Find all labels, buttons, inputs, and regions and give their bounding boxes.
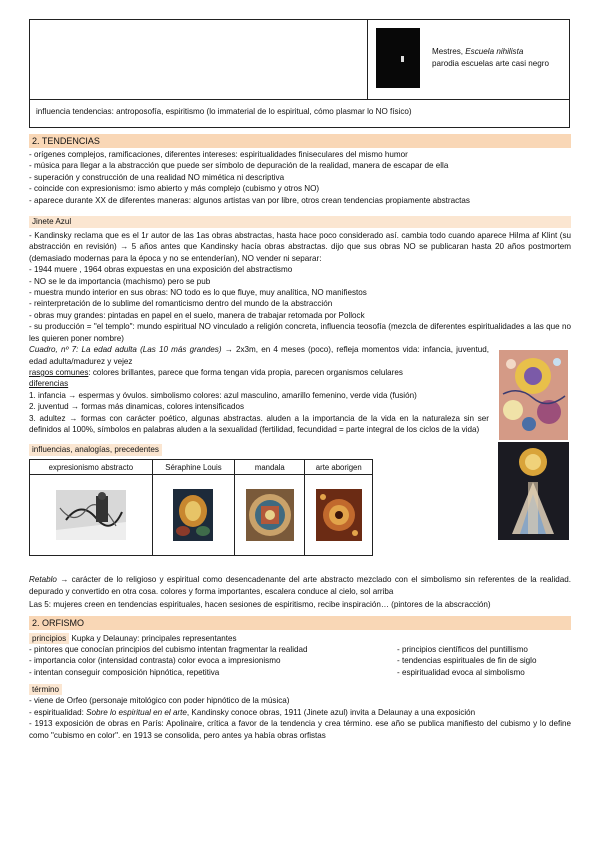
jinete-intro: - Kandinsky reclama que es el 1r autor de las 1as obras abstractas, hasta hace poco considerado así. cambia todo cuando aparece Hilma af Klint (su abstracción en revisión) → 5 años antes que Kandinsky hacía obras abstractas. dijo que sus obras NO se publicaran hasta 20 años postmortem (demasiado modernas para la época y no se entenderían), NO vender ni separar:	[29, 231, 571, 263]
pollock-photo	[56, 490, 126, 540]
header-table	[29, 19, 570, 128]
list-item: - aparece durante XX de diferentes maneras: algunos artistas van por libre, otros crean tendencias propiamente abstractas	[29, 195, 470, 205]
table-header-cell: mandala	[235, 460, 305, 475]
rasgos-label: rasgos comunes	[29, 367, 89, 377]
list-item: - NO se le da importancia (machismo) pero se pub	[29, 276, 211, 286]
cuadro-paragraph	[29, 344, 489, 367]
list-item: - intentan conseguir composición hipnótica, repetitiva	[29, 667, 220, 677]
list-item: - espiritualidad evoca al simbolismo	[397, 667, 525, 677]
las5-text: Las 5: mujeres creen en tendencias espirituales, hacen sesiones de espiritismo, recibe inspiración… (pintores de la abscracción)	[29, 600, 491, 610]
hilma-af-klint-painting	[499, 350, 568, 440]
aborigen-image-cell	[305, 475, 373, 556]
list-item: - coincide con expresionismo: ismo abierto y más complejo (cubismo y otros NO)	[29, 184, 320, 194]
diferencia-1: 1. infancia → espermas y óvulos. simbolismo colores: azul masculino, amarillo femenino, verde vida (fusión)	[29, 390, 417, 400]
mandala-image-cell	[235, 475, 305, 556]
retablo-title: Retablo	[29, 575, 57, 585]
table-header-cell: arte aborigen	[305, 460, 373, 475]
cuadro-text: → 2x3m, en 4 meses (poco), refleja momentos vida: infancia, juventud, edad adulta/madurez y vejez	[29, 345, 489, 366]
orfismo-columns	[29, 644, 571, 680]
work-title: Escuela nihilista	[465, 47, 524, 56]
diferencias-label: diferencias	[29, 379, 69, 389]
list-item: - superación y construcción de una realidad NO mimética ni descriptiva	[29, 172, 285, 182]
subheading-influencias: influencias, analogías, precedentes	[29, 444, 162, 456]
termino-2-book: Sobre lo espiritual en el arte	[86, 707, 187, 717]
influencias-table	[29, 459, 373, 556]
diferencia-3: 3. adultez → formas con carácter poético, algunas abstractas. aluden a la importancia de la vida en la naturaleza sin ser definidos al 100%, símbolos en palabras aluden a la sexualidad (fertilidad, fecundidad = parte integral de los ciclos de la vida)	[29, 413, 489, 434]
influence-row: influencia tendencias: antroposofía, espiritismo (lo immaterial de lo espiritual, cómo plasmar lo NO físico)	[30, 99, 569, 128]
work-subtitle: parodia escuelas arte casi negro	[432, 59, 549, 68]
retablo-painting	[498, 442, 569, 540]
artwork-caption	[432, 46, 549, 70]
author-name: Mestres,	[432, 47, 466, 56]
list-item: - tendencias espirituales de fin de siglo	[397, 656, 537, 666]
list-item: - 1944 muere , 1964 obras expuestas en una exposición del abstractismo	[29, 265, 293, 275]
subheading-jinete-azul: Jinete Azul	[29, 216, 571, 228]
termino-item-1: - viene de Orfeo (personaje mitológico con poder hipnótico de la música)	[29, 696, 290, 706]
section-heading-orfismo: 2. ORFISMO	[29, 616, 571, 630]
escuela-nihilista-thumbnail	[376, 28, 420, 88]
list-item: - importancia color (intensidad contrasta) color evoca a impresionismo	[29, 656, 281, 666]
principios-text: Kupka y Delaunay: principales representantes	[69, 633, 237, 643]
expresionismo-image-cell	[30, 475, 153, 556]
retablo-text: → carácter de lo religioso y espiritual como desencadenante del arte abstracto mezclado con el simbolismo sin referentes de la realidad. depurado y convertido en otra cosa. colores y forma importantes, escalera conduce al cielo, sol arriba	[29, 575, 571, 596]
list-item: - reinterpretación de lo sublime del romanticismo dentro del mundo de la abstracción	[29, 299, 333, 309]
produccion-text: - su producción = "el templo": mundo espiritual NO vinculado a religión concreta, influencia teosofía (mezcla de diferentes espiritualidades a las que no les quieren poner nombre)	[29, 322, 571, 343]
tendencias-list	[29, 149, 571, 206]
rasgos-paragraph	[29, 367, 489, 378]
list-item: - orígenes complejos, ramificaciones, diferentes intereses: espiritualidades finiseculares del mismo humor	[29, 150, 408, 159]
diferencia-2: 2. juventud → formas más dinamicas, colores intensificados	[29, 402, 245, 412]
list-item: - principios científicos del puntillismo	[397, 644, 528, 654]
list-item: - muestra mundo interior en sus obras: NO todo es lo que fluye, muy analítica, NO manifiestos	[29, 288, 367, 298]
list-item: - pintores que conocían principios del cubismo intentan fragmentar la realidad	[29, 644, 308, 654]
rasgos-text: : colores brillantes, parece que forma tengan vida propia, parecen organismos celulares	[88, 367, 403, 377]
header-artwork-cell	[368, 20, 569, 99]
retablo-paragraph	[29, 574, 571, 597]
mandala-image	[246, 489, 294, 541]
header-empty-cell	[30, 20, 368, 99]
termino-item-3: - 1913 exposición de obras en París: Apolinaire, crítica a favor de la tendencia y crea término. ese año se publica manifiesto del cubismo y lo define como "cubismo en color". en 1913 se consolida, pero antes ya había obras orfistas	[29, 719, 571, 740]
aborigen-painting	[316, 489, 362, 541]
termino-2-suffix: , Kandinsky conoce obras, 1911 (Jinete azul) invita a Delaunay a una exposición	[186, 707, 476, 717]
table-header-cell: expresionismo abstracto	[30, 460, 153, 475]
seraphine-image-cell	[152, 475, 234, 556]
cuadro-title: Cuadro, nº 7: La edad adulta (Las 10 más grandes)	[29, 345, 222, 355]
list-item: - música para llegar a la abstracción que puede ser símbolo de depuración de la realidad, manera de escapar de ella	[29, 161, 449, 171]
termino-label: término	[29, 684, 62, 695]
list-item: - obras muy grandes: pintadas en papel en el suelo, manera de trabajar retomada por Pollock	[29, 310, 365, 320]
principios-line	[29, 633, 571, 644]
termino-item-2	[29, 707, 571, 718]
table-header-cell: Séraphine Louis	[152, 460, 234, 475]
termino-2-prefix: - espiritualidad:	[29, 707, 87, 717]
seraphine-painting	[173, 489, 213, 541]
principios-label: principios	[29, 633, 69, 644]
section-heading-tendencias: 2. TENDENCIAS	[29, 134, 571, 148]
